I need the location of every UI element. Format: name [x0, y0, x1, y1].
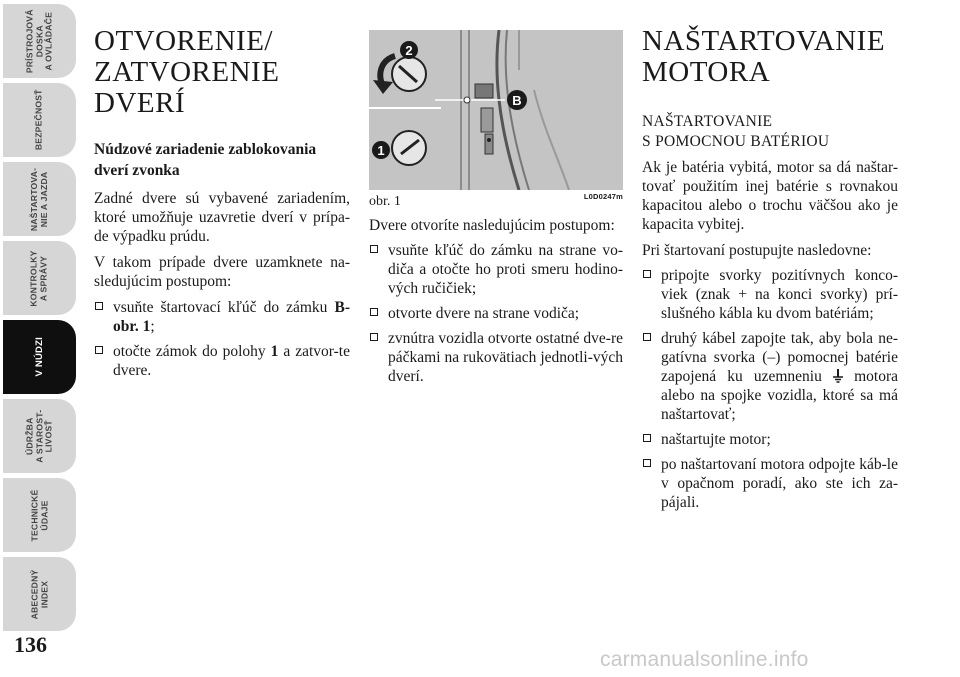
figure-caption: obr. 1 [369, 194, 401, 209]
list-item-text: ; [150, 318, 155, 335]
paragraph: Dvere otvoríte nasledujúcim postupom: [369, 217, 615, 234]
marker-2-label: 2 [405, 43, 413, 58]
list-item [369, 241, 623, 298]
section-title-door: OTVORENIE/ ZATVORENIE DVERÍ [94, 25, 280, 119]
column-right [642, 26, 898, 518]
watermark-text: carmanualsonline.info [600, 648, 809, 671]
list-item-text: otočte zámok do polohy [113, 343, 271, 360]
tab-label: ÚDRŽBA A STAROST- LIVOSŤ [24, 409, 54, 463]
checkbox-bullet-icon [643, 434, 651, 442]
tab-label: BEZPEČNOSŤ [33, 89, 44, 151]
door-lock-illustration [369, 30, 623, 190]
paragraph: Ak je batéria vybitá, motor sa dá naštar-tovať použitím inej batérie s rovnakou kapacitou alebo o trochu väčšou ako je kapacita vybitej. [642, 159, 898, 233]
tab-label: PRÍSTROJOVÁ DOSKA A OVLÁDAČE [24, 9, 54, 73]
list-item [642, 455, 898, 512]
tab-label: TECHNICKÉ ÚDAJE [29, 489, 49, 541]
figure-code: L0D0247m [583, 192, 623, 201]
list-item [642, 266, 898, 323]
tab-bezpecnost[interactable] [3, 83, 76, 157]
list-item-text: motora alebo na spojke vozidla, ktoré sa má naštartovať; [661, 368, 899, 423]
checkbox-bullet-icon [370, 308, 378, 316]
checkbox-bullet-icon [370, 245, 378, 253]
list-item-text: otvorte dvere na strane vodiča; [388, 305, 580, 322]
checkbox-bullet-icon [95, 302, 103, 310]
section-title-engine-start: NAŠTARTOVANIE MOTORA [642, 25, 886, 88]
marker-b-label: B [512, 93, 522, 108]
tab-pristrojova-doska[interactable] [3, 4, 76, 78]
tab-abecedny-index[interactable] [3, 557, 76, 631]
list-item-text: druhý kábel zapojte tak, aby bola ne-gatívna svorka (–) pomocnej batérie zapojená ku uzemneniu [661, 330, 898, 385]
list-item [642, 430, 898, 449]
tab-technicke-udaje[interactable] [3, 478, 76, 552]
instruction-list [369, 241, 623, 386]
paragraph: Pri štartovaní postupujte nasledovne: [642, 242, 872, 259]
checkbox-bullet-icon [643, 459, 651, 467]
instruction-list [94, 298, 350, 380]
checkbox-bullet-icon [643, 333, 651, 341]
tab-v-nudzi[interactable] [3, 320, 76, 394]
subsection-title-jump-start: NAŠTARTOVANIE S POMOCNOU BATÉRIOU [642, 113, 830, 150]
paragraph: V takom prípade dvere uzamknete na-sledujúcim postupom: [94, 254, 350, 290]
list-item-text: po naštartovaní motora odpojte káb-le v opačnom poradí, ako ste ich za-pájali. [661, 456, 898, 511]
page-number: 136 [14, 632, 47, 657]
chapter-tabs [0, 0, 80, 640]
column-left [94, 26, 350, 386]
list-item [94, 342, 350, 380]
list-item-text: vsuňte štartovací kľúč do zámku [113, 299, 335, 316]
tab-udrzba-a-starostlivost[interactable] [3, 399, 76, 473]
ground-symbol-icon [833, 369, 843, 383]
list-item [369, 304, 623, 323]
list-item [94, 298, 350, 336]
subheading-emergency-lock: Núdzové zariadenie zablokovania dverí zvonka [94, 141, 317, 179]
marker-1-label: 1 [377, 143, 385, 158]
tab-label: V NÚDZI [33, 337, 45, 377]
door-lock-drawing [369, 30, 623, 190]
checkbox-bullet-icon [643, 270, 651, 278]
instruction-list [642, 266, 898, 512]
tab-label: KONTROLKY A SPRÁVY [28, 249, 49, 307]
list-item-text: a zatvor-te dvere. [113, 343, 350, 379]
checkbox-bullet-icon [370, 333, 378, 341]
list-item-text: zvnútra vozidla otvorte ostatné dve-re páčkami na rukovätiach jednotli-vých dverí. [388, 330, 623, 385]
list-item-text: naštartujte motor; [661, 431, 771, 448]
list-item-text: vsuňte kľúč do zámku na strane vo-diča a otočte ho proti smeru hodino-vých ručičiek; [388, 242, 623, 297]
checkbox-bullet-icon [95, 346, 103, 354]
tab-label: NAŠTARTOVA- NIE A JAZDA [29, 167, 49, 231]
position-reference: 1 [270, 343, 279, 360]
list-item-text: pripojte svorky pozitívnych konco-viek (znak + na konci svorky) prí-slušného kábla ku dvom batériám; [661, 267, 898, 322]
figure-caption-row [369, 192, 623, 210]
tab-label: ABECEDNÝ INDEX [28, 569, 49, 619]
list-item [642, 329, 898, 424]
figure-reference: B-obr. 1 [113, 299, 350, 335]
paragraph: Zadné dvere sú vybavené zariadením, ktoré umožňuje uzavretie dverí v prípa-de výpadku prúdu. [94, 190, 350, 245]
tab-nastartovanie-a-jazda[interactable] [3, 162, 76, 236]
column-middle [369, 30, 623, 392]
list-item [369, 329, 623, 386]
tab-kontrolky-a-spravy[interactable] [3, 241, 76, 315]
